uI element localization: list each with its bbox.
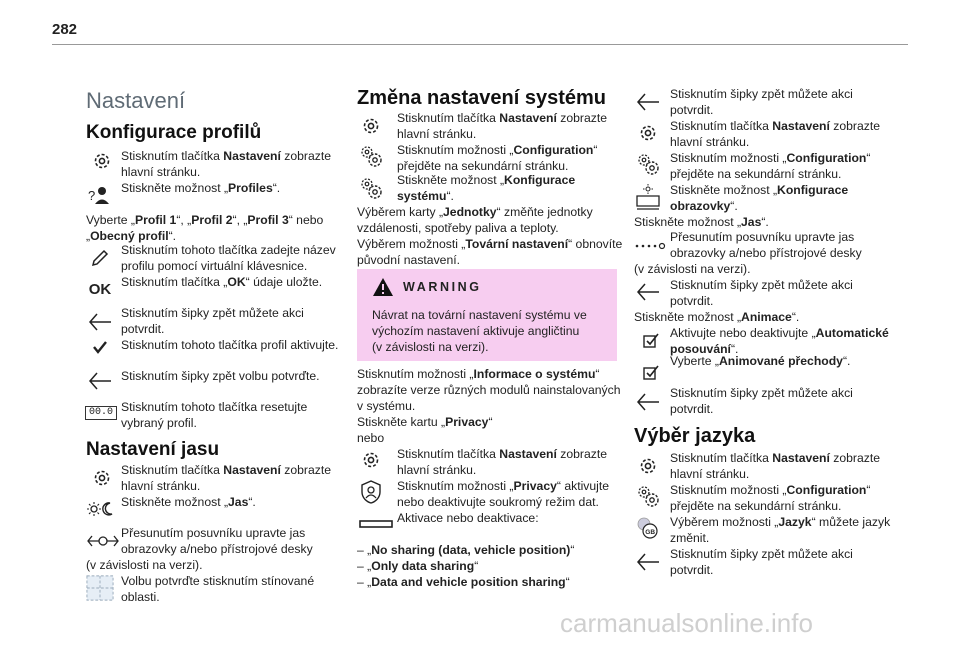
header-divider	[52, 44, 908, 45]
system-units-text-2: vzdálenosti, spotřeby paliva a teploty.	[357, 221, 559, 235]
profiles-step-back: Stisknutím šipky zpět můžete akci	[121, 306, 304, 320]
system-step-configuration-2: přejděte na sekundární stránku.	[397, 159, 569, 173]
brightness-step-slider-2: obrazovky a/nebo přístrojové desky	[121, 542, 313, 556]
back-arrow-icon	[634, 388, 662, 416]
gear-icon	[88, 464, 116, 492]
profiles-step-back-2: potvrdit.	[121, 322, 165, 336]
reset-icon: 00.0	[86, 399, 116, 427]
system-factory-text-2: původní nastavení.	[357, 253, 460, 267]
language-heading: Výběr jazyka	[634, 425, 756, 447]
brightness-step-confirm-2: oblasti.	[121, 590, 160, 604]
back-arrow-icon	[634, 88, 662, 116]
display-step-back-4: potvrdit.	[670, 294, 714, 308]
display-step-settings-2: hlavní stránku.	[670, 135, 750, 149]
profiles-step-profiles: Stiskněte možnost „Profiles“.	[121, 181, 281, 195]
ok-label-icon: OK	[88, 281, 112, 298]
gear-icon	[634, 119, 662, 147]
sun-moon-icon	[86, 495, 114, 523]
profile-user-icon	[86, 181, 114, 209]
brightness-step-confirm: Volbu potvrďte stisknutím stínované	[121, 574, 315, 588]
configuration-icon	[634, 150, 662, 178]
section-title: Nastavení	[86, 88, 186, 113]
profiles-step-reset-2: vybraný profil.	[121, 416, 197, 430]
page-number: 282	[52, 21, 78, 38]
warning-line-1: Návrat na tovární nastavení systému ve	[372, 308, 587, 322]
pencil-icon	[86, 244, 114, 272]
watermark: carmanualsonline.info	[560, 608, 813, 638]
brightness-step-slider-3: (v závislosti na verzi).	[86, 558, 203, 572]
warning-triangle-icon	[372, 277, 394, 301]
system-factory-text: Výběrem možnosti „Tovární nastavení“ obnovíte	[357, 237, 623, 251]
svg-text:GB: GB	[645, 529, 656, 536]
brightness-step-slider: Přesunutím posuvníku upravte jas	[121, 526, 306, 540]
checkbox-icon	[637, 326, 665, 354]
configuration-icon	[357, 174, 385, 202]
profiles-step-ok: Stisknutím tlačítka „OK“ údaje uložte.	[121, 275, 323, 289]
brightness-heading: Nastavení jasu	[86, 439, 220, 460]
language-step-settings: Stisknutím tlačítka Nastavení zobrazte	[670, 451, 881, 465]
gear-icon	[88, 147, 116, 175]
profiles-select-text: Vyberte „Profil 1“, „Profil 2“, „Profil 3“ nebo	[86, 213, 324, 227]
privacy-step-settings: Stisknutím tlačítka Nastavení zobrazte	[397, 447, 608, 461]
profiles-step-reset: Stisknutím tohoto tlačítka resetujte	[121, 400, 308, 414]
profiles-step-settings-2: hlavní stránku.	[121, 165, 201, 179]
system-info-text-2: zobrazíte verze různých modulů nainstalovaných	[357, 383, 621, 397]
warning-title: WARNING	[403, 280, 482, 294]
system-step-settings-2: hlavní stránku.	[397, 127, 477, 141]
language-flags-icon	[634, 514, 662, 542]
display-step-settings: Stisknutím tlačítka Nastavení zobrazte	[670, 119, 881, 133]
warning-line-3: (v závislosti na verzi).	[372, 340, 489, 354]
profiles-select-text-2: „Obecný profil“.	[86, 229, 177, 243]
shaded-area-icon	[86, 574, 114, 602]
display-step-configuration: Stisknutím možnosti „Configuration“	[670, 151, 871, 165]
display-step-slider-2: obrazovky a/nebo přístrojové desky	[670, 246, 862, 260]
checkbox-icon	[637, 358, 665, 386]
display-step-auto-2: posouvání“.	[670, 342, 739, 356]
display-step-auto: Aktivujte nebo deaktivujte „Automatické	[670, 326, 889, 340]
configuration-icon	[634, 482, 662, 510]
warning-line-2: výchozím nastavení aktivuje angličtinu	[372, 324, 580, 338]
system-step-configuration: Stisknutím možnosti „Configuration“	[397, 143, 598, 157]
display-step-transitions: Vyberte „Animované přechody“.	[670, 354, 851, 368]
system-info-text: Stisknutím možnosti „Informace o systému“	[357, 367, 600, 381]
privacy-step-privacy-2: nebo deaktivujte soukromý režim dat.	[397, 495, 599, 509]
back-arrow-icon	[86, 367, 114, 395]
slider-icon	[86, 527, 120, 555]
display-step-back-2: potvrdit.	[670, 103, 714, 117]
back-arrow-icon	[86, 308, 114, 336]
profiles-heading: Konfigurace profilů	[86, 122, 262, 143]
language-step-configuration-2: přejděte na sekundární stránku.	[670, 499, 842, 513]
gear-icon	[634, 452, 662, 480]
checkmark-icon	[86, 333, 114, 361]
privacy-option-3: – „Data and vehicle position sharing“	[357, 575, 570, 589]
system-step-settings: Stisknutím tlačítka Nastavení zobrazte	[397, 111, 608, 125]
display-step-jas: Stiskněte možnost „Jas“.	[634, 215, 769, 229]
screen-brightness-icon	[634, 183, 662, 211]
back-arrow-icon	[634, 548, 662, 576]
brightness-step-settings-2: hlavní stránku.	[121, 479, 201, 493]
brightness-step-settings: Stisknutím tlačítka Nastavení zobrazte	[121, 463, 332, 477]
display-step-konfigurace: Stiskněte možnost „Konfigurace	[670, 183, 849, 197]
profiles-step-name: Stisknutím tohoto tlačítka zadejte název	[121, 243, 336, 257]
display-step-back: Stisknutím šipky zpět můžete akci	[670, 87, 853, 101]
privacy-step-privacy: Stisknutím možnosti „Privacy“ aktivujte	[397, 479, 610, 493]
toggle-bar-icon	[359, 517, 393, 533]
privacy-shield-icon	[357, 478, 385, 506]
privacy-or-text: nebo	[357, 431, 385, 445]
language-step-jazyk: Výběrem možnosti „Jazyk“ můžete jazyk	[670, 515, 891, 529]
language-step-settings-2: hlavní stránku.	[670, 467, 750, 481]
system-heading: Změna nastavení systému	[357, 87, 606, 109]
privacy-tab-text: Stiskněte kartu „Privacy“	[357, 415, 493, 429]
display-step-back-3: Stisknutím šipky zpět můžete akci	[670, 278, 853, 292]
system-step-konfigurace: Stiskněte možnost „Konfigurace	[397, 173, 576, 187]
language-step-back: Stisknutím šipky zpět můžete akci	[670, 547, 853, 561]
display-step-back-6: potvrdit.	[670, 402, 714, 416]
display-step-slider-3: (v závislosti na verzi).	[634, 262, 751, 276]
display-step-konfigurace-2: obrazovky“.	[670, 199, 738, 213]
gear-icon	[357, 446, 385, 474]
display-step-slider: Přesunutím posuvníku upravte jas	[670, 230, 855, 244]
display-step-back-5: Stisknutím šipky zpět můžete akci	[670, 386, 853, 400]
profiles-step-confirm: Stisknutím šipky zpět volbu potvrďte.	[121, 369, 320, 383]
language-step-jazyk-2: změnit.	[670, 531, 710, 545]
svg-text:?: ?	[88, 188, 96, 203]
system-step-konfigurace-2: systému“.	[397, 189, 454, 203]
privacy-step-settings-2: hlavní stránku.	[397, 463, 477, 477]
profiles-step-name-2: profilu pomocí virtuální klávesnice.	[121, 259, 308, 273]
configuration-icon	[357, 142, 385, 170]
display-step-animace: Stiskněte možnost „Animace“.	[634, 310, 800, 324]
brightness-step-jas: Stiskněte možnost „Jas“.	[121, 495, 256, 509]
display-step-configuration-2: přejděte na sekundární stránku.	[670, 167, 842, 181]
privacy-step-toggle: Aktivace nebo deaktivace:	[397, 511, 539, 525]
privacy-option-2: – „Only data sharing“	[357, 559, 479, 573]
gear-icon	[357, 112, 385, 140]
slider-dots-icon	[634, 232, 666, 260]
privacy-option-1: – „No sharing (data, vehicle position)“	[357, 543, 575, 557]
system-info-text-3: v systému.	[357, 399, 416, 413]
system-units-text: Výběrem karty „Jednotky“ změňte jednotky	[357, 205, 593, 219]
back-arrow-icon	[634, 278, 662, 306]
profiles-step-settings: Stisknutím tlačítka Nastavení zobrazte	[121, 149, 332, 163]
language-step-back-2: potvrdit.	[670, 563, 714, 577]
language-step-configuration: Stisknutím možnosti „Configuration“	[670, 483, 871, 497]
profiles-step-activate: Stisknutím tohoto tlačítka profil aktivujte.	[121, 338, 339, 352]
